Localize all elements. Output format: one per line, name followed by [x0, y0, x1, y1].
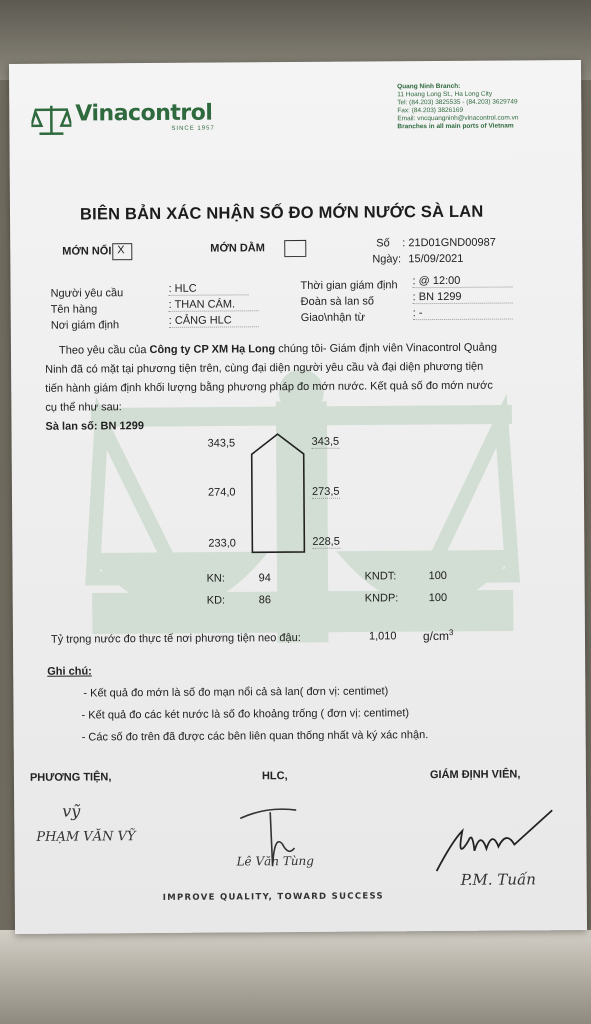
kd-label: KD:	[206, 594, 226, 607]
para-line1-pre: Theo yêu cầu của	[58, 344, 150, 357]
density-unit	[423, 628, 454, 643]
ngay-label: Ngày:	[372, 253, 402, 266]
para-line1-post: chúng tôi- Giám định viên Vinacontrol Quảng	[275, 341, 497, 356]
mon-noi-checkbox	[112, 243, 132, 260]
nguoi-yeu-cau-value: : HLC	[169, 282, 249, 296]
handwritten-name-right: P.M. Tuấn	[460, 870, 536, 889]
branch-tel: Tel: (84.203) 3825535 - (84.203) 3629749	[397, 98, 518, 107]
ten-hang-label: Tên hàng	[50, 303, 98, 316]
density-label: Tỷ trọng nước đo thực tế nơi phương tiện neo đậu:	[50, 631, 301, 646]
background-bottom	[0, 930, 591, 1024]
noi-giam-dinh-value: : CẢNG HLC	[169, 314, 259, 328]
thoi-gian-label: Thời gian giám định	[300, 279, 398, 292]
density-unit-sup: 3	[448, 627, 454, 637]
doan-sa-lan-label: Đoàn sà lan số	[300, 295, 375, 308]
handwritten-name-mid: Lê Văn Tùng	[236, 853, 314, 869]
note-item: - Kết quả đo các két nước là số đo khoảng trống ( đơn vị: centimet)	[81, 707, 410, 722]
kd-value: 86	[258, 594, 272, 607]
sig-phuong-tien-label: PHƯƠNG TIỆN,	[29, 771, 112, 784]
logo-wordmark: Vinacontrol	[75, 100, 213, 127]
footer-motto: IMPROVE QUALITY, TOWARD SUCCESS	[162, 891, 384, 903]
logo-since: SINCE 1957	[171, 125, 215, 132]
para-company: Công ty CP XM Hạ Long	[149, 343, 276, 357]
page-title: BIÊN BẢN XÁC NHẬN SỐ ĐO MỚN NƯỚC SÀ LAN	[79, 202, 484, 224]
giao-nhan-label: Giao\nhận từ	[300, 311, 366, 324]
document-page	[9, 60, 587, 934]
kndt-label: KNDT:	[364, 570, 397, 583]
kndt-value: 100	[428, 569, 447, 583]
density-unit-text: g/cm	[422, 628, 450, 644]
notes-heading: Ghi chú:	[47, 665, 92, 678]
para-line3: tiến hành giám định khối lượng bằng phương pháp đo mớn nước. Kết quả số đo mớn nước	[45, 379, 493, 395]
handwritten-vy: vỹ	[62, 801, 81, 821]
nguoi-yeu-cau-label: Người yêu cầu	[50, 287, 124, 300]
kndp-value: 100	[428, 591, 448, 605]
branch-address: 11 Hoang Long St., Ha Long City	[397, 90, 493, 99]
barge-label: Sà lan số: BN 1299	[45, 420, 144, 433]
branch-email: Email: vncquangninh@vinacontrol.com.vn	[397, 114, 519, 123]
doan-sa-lan-value: : BN 1299	[413, 290, 513, 304]
branch-info	[397, 82, 518, 131]
mon-noi-mark: X	[117, 244, 125, 257]
kn-label: KN:	[206, 572, 225, 585]
barge-left-top: 343,5	[207, 437, 236, 450]
branch-fax: Fax: (84.203) 3826169	[397, 106, 464, 115]
vinacontrol-logo-icon	[31, 102, 71, 138]
barge-diagram	[250, 432, 307, 554]
branch-note: Branches in all main ports of Vietnam	[397, 122, 514, 131]
para-line4: cụ thể như sau:	[45, 401, 122, 414]
kndp-label: KNDP:	[364, 592, 399, 605]
barge-left-mid: 274,0	[207, 486, 236, 499]
barge-right-top: 343,5	[311, 435, 340, 448]
sig-giam-dinh-vien-label: GIÁM ĐỊNH VIÊN,	[429, 768, 521, 782]
mon-dam-checkbox	[284, 240, 306, 257]
kn-value: 94	[258, 572, 271, 585]
mon-noi-label: MỚN NỔI	[62, 245, 112, 258]
so-label: Số	[376, 237, 390, 250]
thoi-gian-value: : @ 12:00	[412, 274, 512, 288]
note-item: - Kết quả đo mớn là số đo mạn nổi cả sà lan( đơn vị: centimet)	[83, 685, 389, 700]
giao-nhan-value: : -	[413, 306, 513, 320]
barge-left-bot: 233,0	[208, 537, 236, 550]
mon-dam-label: MỚN DẰM	[210, 242, 265, 255]
barge-right-mid: 273,5	[311, 485, 340, 498]
para-line2: Ninh đã có mặt tại phương tiện trên, cùng đại diện người yêu cầu và đại diện phương tiện	[45, 360, 484, 376]
branch-name: Quang Ninh Branch:	[397, 82, 461, 91]
ten-hang-value: : THAN CÁM.	[169, 298, 259, 312]
handwritten-name-left: PHẠM VĂN VỸ	[36, 829, 136, 845]
sig-hlc-label: HLC,	[261, 770, 288, 783]
note-item: - Các số đo trên đã được các bên liên quan thống nhất và ký xác nhận.	[81, 729, 429, 744]
inspector-signature-icon	[432, 800, 563, 881]
barge-right-bot: 228,5	[312, 535, 340, 548]
intro-paragraph	[45, 338, 556, 418]
so-value: : 21D01GND00987	[402, 236, 496, 250]
ngay-value: 15/09/2021	[408, 252, 464, 266]
density-value: 1,010	[368, 630, 397, 643]
noi-giam-dinh-label: Nơi giám định	[50, 319, 120, 332]
